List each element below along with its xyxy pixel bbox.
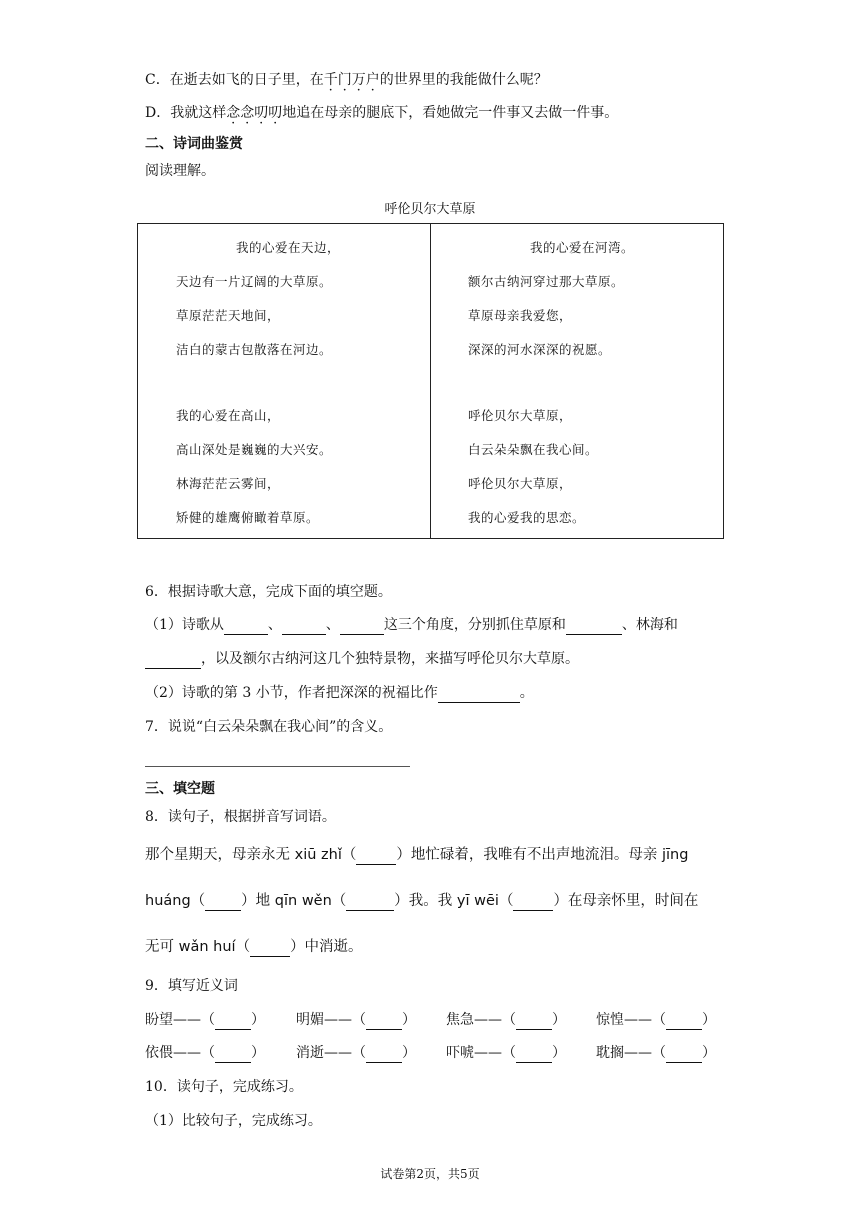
answer-blank[interactable] bbox=[516, 1015, 552, 1030]
text: 。 bbox=[519, 685, 534, 701]
answer-blank[interactable] bbox=[366, 1015, 402, 1030]
poem-line: 草原茫茫天地间， bbox=[176, 308, 281, 323]
poem-line: 深深的河水深深的祝愿。 bbox=[468, 342, 612, 357]
question-10-sub-1: （1）比较句子，完成练习。 bbox=[145, 1113, 322, 1129]
poem-title: 呼伦贝尔大草原 bbox=[384, 202, 476, 217]
poem-line: 洁白的蒙古包散落在河边。 bbox=[176, 342, 333, 357]
synonym-item bbox=[446, 1010, 566, 1030]
page-footer: 试卷第2页，共5页 bbox=[380, 1167, 480, 1181]
answer-blank[interactable] bbox=[340, 620, 384, 635]
dotted-char: 叨 bbox=[254, 105, 269, 121]
poem-line: 我的心爱我的思恋。 bbox=[468, 510, 586, 525]
text: ，以及额尔古纳河这几个独特景物，来描写呼伦贝尔大草原。 bbox=[201, 651, 579, 667]
poem-line: 天边有一片辽阔的大草原。 bbox=[176, 274, 333, 289]
text: ） bbox=[402, 1012, 416, 1028]
question-7-stem: 7．说说“白云朵朵飘在我心间”的含义。 bbox=[145, 719, 393, 735]
synonym-item bbox=[145, 1010, 265, 1030]
answer-blank[interactable] bbox=[215, 1015, 251, 1030]
answer-blank[interactable] bbox=[215, 1048, 251, 1063]
text: ）我。我 bbox=[394, 893, 457, 909]
option-d-suffix: 地追在母亲的腿底下，看她做完一件事又去做一件事。 bbox=[282, 105, 619, 121]
answer-blank[interactable] bbox=[205, 896, 241, 911]
text: ） bbox=[402, 1045, 416, 1061]
synonym-word: 依偎——（ bbox=[145, 1045, 215, 1061]
synonym-word: 惊惶——（ bbox=[596, 1012, 666, 1028]
poem-line: 草原母亲我爱您， bbox=[468, 308, 573, 323]
pinyin: xiū zhǐ bbox=[294, 847, 342, 863]
section-heading-2: 二、诗词曲鉴赏 bbox=[145, 136, 243, 152]
text: （ bbox=[235, 939, 251, 955]
text: （ bbox=[331, 893, 347, 909]
text: ）地忙碌着，我唯有不出声地流泪。母亲 bbox=[396, 847, 662, 863]
question-6-part-2 bbox=[145, 683, 534, 703]
option-c-prefix: C．在逝去如飞的日子里，在 bbox=[145, 72, 324, 88]
text: ） bbox=[251, 1045, 265, 1061]
poem-line: 额尔古纳河穿过那大草原。 bbox=[468, 274, 625, 289]
poem-table bbox=[137, 223, 724, 539]
answer-blank[interactable] bbox=[346, 896, 394, 911]
answer-blank[interactable] bbox=[250, 942, 290, 957]
synonym-item bbox=[596, 1043, 716, 1063]
dotted-char: 念 bbox=[240, 105, 255, 121]
synonym-word: 吓唬——（ bbox=[446, 1045, 516, 1061]
dotted-char: 叨 bbox=[268, 105, 283, 121]
dotted-char: 户 bbox=[365, 72, 380, 88]
text: 无可 bbox=[145, 939, 179, 955]
option-d bbox=[145, 103, 618, 123]
poem-right-column bbox=[431, 224, 724, 539]
question-8-line-2 bbox=[145, 891, 698, 911]
answer-blank[interactable] bbox=[438, 688, 520, 703]
text: （1）诗歌从 bbox=[145, 617, 224, 633]
option-c-suffix: 的世界里的我能做什么呢？ bbox=[379, 72, 548, 88]
question-6-part-1-cont bbox=[145, 649, 579, 669]
text: （ bbox=[498, 893, 514, 909]
text: 、 bbox=[267, 617, 282, 633]
pinyin: huáng bbox=[145, 893, 191, 909]
option-c bbox=[145, 70, 548, 90]
text: 这三个角度，分别抓住草原和 bbox=[383, 617, 566, 633]
dotted-char: 门 bbox=[337, 72, 352, 88]
text: ） bbox=[251, 1012, 265, 1028]
question-6-part-1 bbox=[145, 615, 678, 635]
answer-blank[interactable] bbox=[224, 620, 268, 635]
text: ） bbox=[702, 1045, 716, 1061]
text: ）在母亲怀里，时间在 bbox=[553, 893, 699, 909]
synonym-word: 消逝——（ bbox=[296, 1045, 366, 1061]
synonym-word: 焦急——（ bbox=[446, 1012, 516, 1028]
pinyin: jīng bbox=[661, 847, 689, 863]
section-heading-3: 三、填空题 bbox=[145, 781, 215, 797]
answer-blank[interactable] bbox=[356, 850, 396, 865]
text: 、林海和 bbox=[621, 617, 678, 633]
answer-blank[interactable] bbox=[666, 1048, 702, 1063]
text: ）地 bbox=[241, 893, 275, 909]
poem-line: 矫健的雄鹰俯瞰着草原。 bbox=[176, 510, 320, 525]
poem-line: 我的心爱在高山， bbox=[176, 408, 281, 423]
synonym-item bbox=[296, 1043, 416, 1063]
text: （ bbox=[190, 893, 206, 909]
question-8-line-3 bbox=[145, 937, 363, 957]
dotted-char: 千 bbox=[323, 72, 338, 88]
answer-line[interactable] bbox=[145, 766, 410, 767]
text: ）中消逝。 bbox=[290, 939, 363, 955]
synonym-word: 耽搁——（ bbox=[596, 1045, 666, 1061]
dotted-char: 万 bbox=[351, 72, 366, 88]
pinyin: qīn wěn bbox=[274, 893, 332, 909]
question-8-line-1 bbox=[145, 845, 688, 865]
synonym-item bbox=[446, 1043, 566, 1063]
pinyin: wǎn huí bbox=[178, 939, 236, 955]
poem-left-column bbox=[138, 224, 431, 539]
poem-line: 我的心爱在天边， bbox=[236, 240, 341, 255]
text: ） bbox=[552, 1045, 566, 1061]
question-6-stem: 6．根据诗歌大意，完成下面的填空题。 bbox=[145, 584, 392, 600]
question-9-stem: 9．填写近义词 bbox=[145, 978, 238, 994]
synonym-item bbox=[145, 1043, 265, 1063]
text: ） bbox=[552, 1012, 566, 1028]
poem-line: 高山深处是巍巍的大兴安。 bbox=[176, 442, 333, 457]
answer-blank[interactable] bbox=[513, 896, 553, 911]
text: ） bbox=[702, 1012, 716, 1028]
answer-blank[interactable] bbox=[666, 1015, 702, 1030]
option-d-prefix: D．我就这样 bbox=[145, 105, 227, 121]
answer-blank[interactable] bbox=[145, 654, 201, 669]
synonym-word: 明媚——（ bbox=[296, 1012, 366, 1028]
answer-blank[interactable] bbox=[566, 620, 622, 635]
synonym-item bbox=[596, 1010, 716, 1030]
text: 、 bbox=[325, 617, 340, 633]
poem-line: 林海茫茫云雾间， bbox=[176, 476, 281, 491]
pinyin: yī wēi bbox=[456, 893, 499, 909]
poem-line: 白云朵朵飘在我心间。 bbox=[468, 442, 599, 457]
text: 那个星期天，母亲永无 bbox=[145, 847, 295, 863]
synonym-word: 盼望——（ bbox=[145, 1012, 215, 1028]
question-8-stem: 8．读句子，根据拼音写词语。 bbox=[145, 809, 336, 825]
instruction: 阅读理解。 bbox=[145, 163, 215, 179]
text: （ bbox=[341, 847, 357, 863]
poem-line: 我的心爱在河湾。 bbox=[530, 240, 635, 255]
text: （2）诗歌的第 3 小节，作者把深深的祝福比作 bbox=[145, 685, 438, 701]
answer-blank[interactable] bbox=[516, 1048, 552, 1063]
synonym-item bbox=[296, 1010, 416, 1030]
poem-line: 呼伦贝尔大草原， bbox=[468, 476, 573, 491]
answer-blank[interactable] bbox=[282, 620, 326, 635]
poem-line: 呼伦贝尔大草原， bbox=[468, 408, 573, 423]
answer-blank[interactable] bbox=[366, 1048, 402, 1063]
dotted-char: 念 bbox=[226, 105, 241, 121]
question-10-stem: 10．读句子，完成练习。 bbox=[145, 1079, 303, 1095]
